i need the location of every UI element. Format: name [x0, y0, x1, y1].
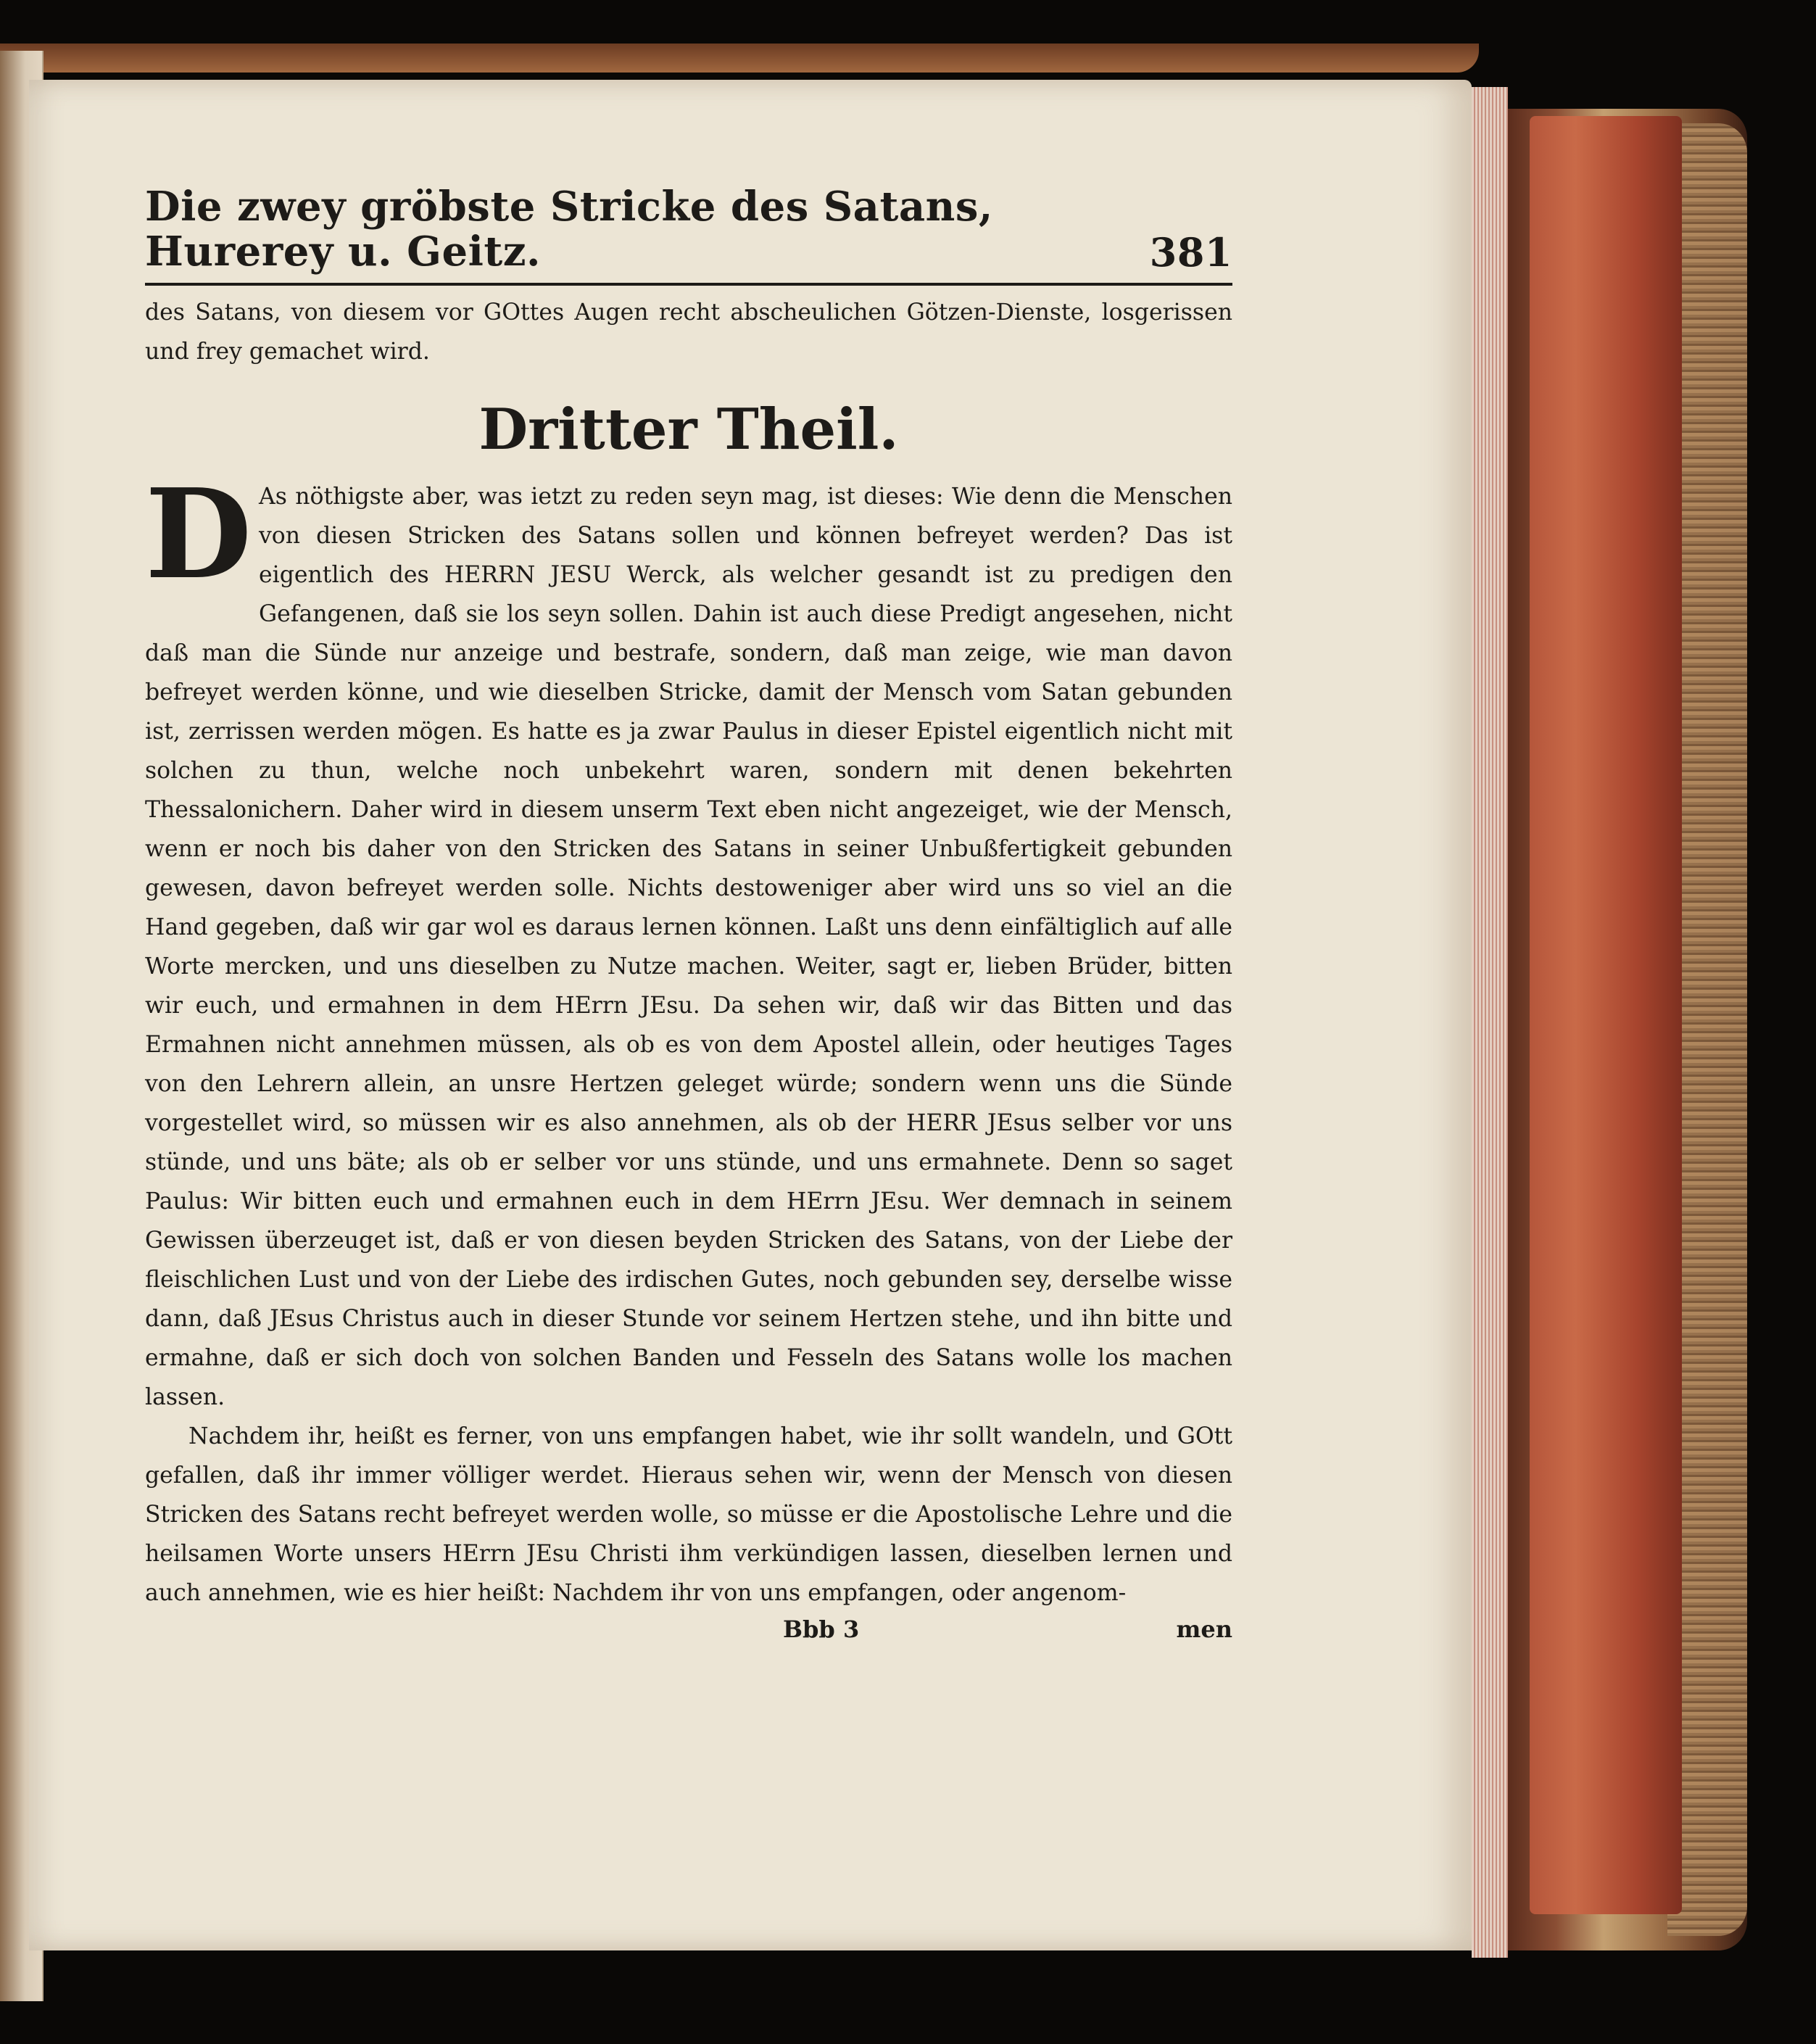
book-binding-top	[0, 44, 1479, 73]
page-footer	[145, 1615, 1232, 1643]
running-head-title: Die zwey gröbste Stricke des Satans, Hurerey u. Geitz.	[145, 183, 993, 276]
intro-text: des Satans, von diesem vor GOttes Augen recht abscheulichen Götzen-Dienste, losgerissen und frey gemachet wird.	[145, 299, 1232, 365]
running-header	[145, 185, 1232, 274]
page-content	[145, 185, 1232, 1643]
paragraph-1	[145, 461, 1232, 1417]
section-title: Dritter Theil.	[478, 397, 899, 463]
paragraph-2-text: Nachdem ihr, heißt es ferner, von uns empfangen habet, wie ihr sollt wandeln, und GOtt gefallen, daß ihr immer völliger werdet. Hieraus sehen wir, wenn der Mensch von diesen Stricken des Satans recht befreyet werden wolle, so müsse er die Apostolische Lehre und die heilsamen Worte unsers HErrn JEsu Christi ihm verkündigen lassen, dieselben lernen und auch annehmen, wie es hier heißt: Nachdem ihr von uns empfangen, oder angenom-	[145, 1423, 1232, 1606]
red-page-edges	[1530, 116, 1682, 1914]
drop-cap: D	[145, 461, 252, 607]
catchword: men	[1176, 1615, 1232, 1643]
page-stack-edges	[1472, 87, 1508, 1958]
page-number: 381	[1149, 228, 1232, 276]
signature-mark: Bbb 3	[783, 1615, 860, 1643]
paragraph-1-text: As nöthigste aber, was ietzt zu reden seyn mag, ist dieses: Wie denn die Menschen von diesen Stricken des Satans sollen und können befreyet werden? Das ist eigentlich des HERRN JESU Werck, als welcher gesandt ist zu predigen den Gefangenen, daß sie los seyn sollen. Dahin ist auch diese Predigt angesehen, nicht daß man die Sünde nur anzeige und bestrafe, sondern, daß man zeige, wie man davon befreyet werden könne, und wie dieselben Stricke, damit der Mensch vom Satan gebunden ist, zerrissen werden mögen. Es hatte es ja zwar Paulus in dieser Epistel eigentlich nicht mit solchen zu thun, welche noch unbekehrt waren, sondern mit denen bekehrten Thessalonichern. Daher wird in diesem unserm Text eben nicht angezeiget, wie der Mensch, wenn er noch bis daher von den Stricken des Satans in seiner Unbußfertigkeit gebunden gewesen, davon befreyet werden solle. Nichts destoweniger aber wird uns so viel an die Hand gegeben, daß wir gar wol es daraus lernen können. Laßt uns denn einfältiglich auf alle Worte mercken, und uns dieselben zu Nutze machen. Weiter, sagt er, lieben Brüder, bitten wir euch, und ermahnen in dem HErrn JEsu. Da sehen wir, daß wir das Bitten und das Ermahnen nicht annehmen müssen, als ob es von dem Apostel allein, oder heutiges Tages von den Lehrern allein, an unsre Hertzen geleget würde; sondern wenn uns die Sünde vorgestellet wird, so müssen wir es also annehmen, als ob der HERR JEsus selber vor uns stünde, und uns bäte; als ob er selber vor uns stünde, und uns ermahnete. Denn so saget Paulus: Wir bitten euch und ermahnen euch in dem HErrn JEsu. Wer demnach in seinem Gewissen überzeuget ist, daß er von diesen beyden Stricken des Satans, von der Liebe der fleischlichen Lust und von der Liebe des irdischen Gutes, noch gebunden sey, derselbe wisse dann, daß JEsus Christus auch in dieser Stunde vor seinem Hertzen stehe, und ihn bitte und ermahne, daß er sich doch von solchen Banden und Fesseln des Satans wolle los machen lassen.	[145, 483, 1232, 1410]
header-rule	[145, 283, 1232, 286]
